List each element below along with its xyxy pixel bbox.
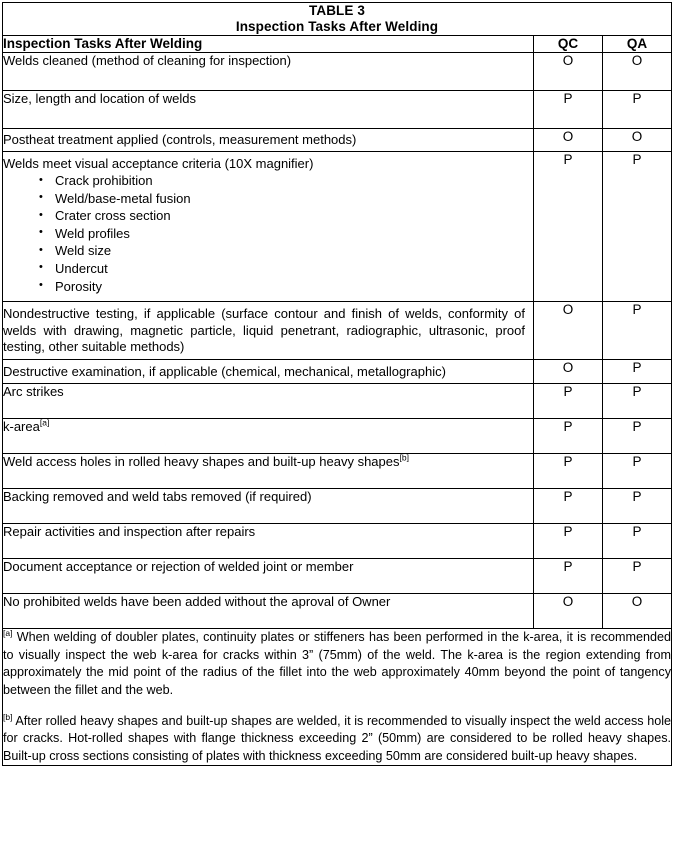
footnote-b	[3, 713, 671, 766]
task-cell: Destructive examination, if applicable (chemical, mechanical, metallographic)	[3, 359, 534, 384]
task-text: k-area	[3, 419, 40, 435]
footnote-a-marker: [a]	[3, 627, 13, 638]
table-row	[3, 151, 672, 302]
qc-cell: P	[534, 524, 603, 559]
table-title-cell	[3, 3, 672, 36]
table-row	[3, 489, 672, 524]
task-cell	[3, 419, 534, 454]
task-text: Weld access holes in rolled heavy shapes and built-up heavy shapes	[3, 454, 400, 470]
footnote-a-text: When welding of doubler plates, continuity plates or stiffeners has been performed in the k-area, it is recommended to visually inspect the web k-area for cracks within 3” (75mm) of the weld. The k-area is the region extending from approximately the mid point of the radius of the fillet into the web approximately 40mm beyond the point of tangency between the fillet and the web.	[3, 630, 672, 697]
table-title: Inspection Tasks After Welding	[235, 19, 439, 34]
table-row	[3, 53, 672, 91]
qc-cell: P	[534, 384, 603, 419]
qa-cell: P	[603, 524, 672, 559]
footnote-marker-b: [b]	[399, 452, 409, 463]
column-header-qa: QA	[603, 36, 672, 53]
qc-cell: P	[534, 419, 603, 454]
qa-cell: P	[603, 489, 672, 524]
table-row	[3, 454, 672, 489]
list-item: • Weld/base-metal fusion	[55, 190, 533, 208]
footnote-a	[3, 629, 671, 699]
qa-cell: P	[603, 91, 672, 129]
table-title-row	[3, 3, 672, 36]
footnotes-row	[3, 629, 672, 766]
task-cell: No prohibited welds have been added without the aproval of Owner	[3, 594, 534, 629]
qc-cell: O	[534, 129, 603, 152]
table-row	[3, 419, 672, 454]
qa-cell: P	[603, 384, 672, 419]
qc-cell: P	[534, 559, 603, 594]
table-row	[3, 524, 672, 559]
qa-cell: P	[603, 454, 672, 489]
column-header-task: Inspection Tasks After Welding	[3, 36, 534, 53]
table-row	[3, 559, 672, 594]
qc-cell: P	[534, 454, 603, 489]
list-item: • Undercut	[55, 260, 533, 278]
qc-cell: O	[534, 53, 603, 91]
task-cell: Welds cleaned (method of cleaning for inspection)	[3, 53, 534, 91]
footnotes-cell	[3, 629, 672, 766]
table-row	[3, 384, 672, 419]
table-row	[3, 129, 672, 152]
task-bullet-list	[3, 172, 533, 295]
task-cell: Document acceptance or rejection of welded joint or member	[3, 559, 534, 594]
footnote-marker-a: [a]	[39, 417, 50, 428]
qc-cell: P	[534, 489, 603, 524]
list-item: • Weld size	[55, 242, 533, 260]
task-cell: Arc strikes	[3, 384, 534, 419]
task-cell: Repair activities and inspection after repairs	[3, 524, 534, 559]
table-row	[3, 594, 672, 629]
task-cell: Postheat treatment applied (controls, measurement methods)	[3, 129, 534, 152]
list-item: • Porosity	[55, 278, 533, 296]
column-header-qc: QC	[534, 36, 603, 53]
task-cell: Nondestructive testing, if applicable (surface contour and finish of welds, conformity of welds with drawing, magnetic particle, liquid penetrant, radiographic, ultrasonic, proof testing, other suitable methods)	[3, 302, 534, 360]
list-item: • Crack prohibition	[55, 172, 533, 190]
inspection-tasks-table	[2, 2, 672, 766]
qa-cell: P	[603, 302, 672, 360]
qa-cell: O	[603, 53, 672, 91]
qc-cell: O	[534, 359, 603, 384]
qc-cell: P	[534, 151, 603, 302]
task-cell	[3, 151, 534, 302]
footnote-b-text: After rolled heavy shapes and built-up shapes are welded, it is recommended to visually inspect the weld access hole for cracks. Hot-rolled shapes with flange thickness exceeding 2” (50mm) are considered to be rolled heavy shapes. Built-up cross sections consisting of plates with thickness exceeding 50mm are considered built-up heavy shapes.	[3, 713, 671, 763]
qa-cell: P	[603, 559, 672, 594]
qa-cell: O	[603, 594, 672, 629]
table-row	[3, 91, 672, 129]
table-number: TABLE 3	[309, 3, 365, 18]
task-text: Welds meet visual acceptance criteria (10X magnifier)	[3, 155, 314, 171]
qa-cell: P	[603, 419, 672, 454]
qc-cell: O	[534, 594, 603, 629]
qa-cell: P	[603, 151, 672, 302]
qa-cell: O	[603, 129, 672, 152]
task-cell: Size, length and location of welds	[3, 91, 534, 129]
table-header-row	[3, 36, 672, 53]
task-cell: Backing removed and weld tabs removed (if required)	[3, 489, 534, 524]
footnote-b-marker: [b]	[3, 711, 13, 722]
table-row	[3, 302, 672, 360]
qc-cell: P	[534, 91, 603, 129]
task-cell	[3, 454, 534, 489]
qc-cell: O	[534, 302, 603, 360]
list-item: • Crater cross section	[55, 207, 533, 225]
table-row	[3, 359, 672, 384]
list-item: • Weld profiles	[55, 225, 533, 243]
qa-cell: P	[603, 359, 672, 384]
